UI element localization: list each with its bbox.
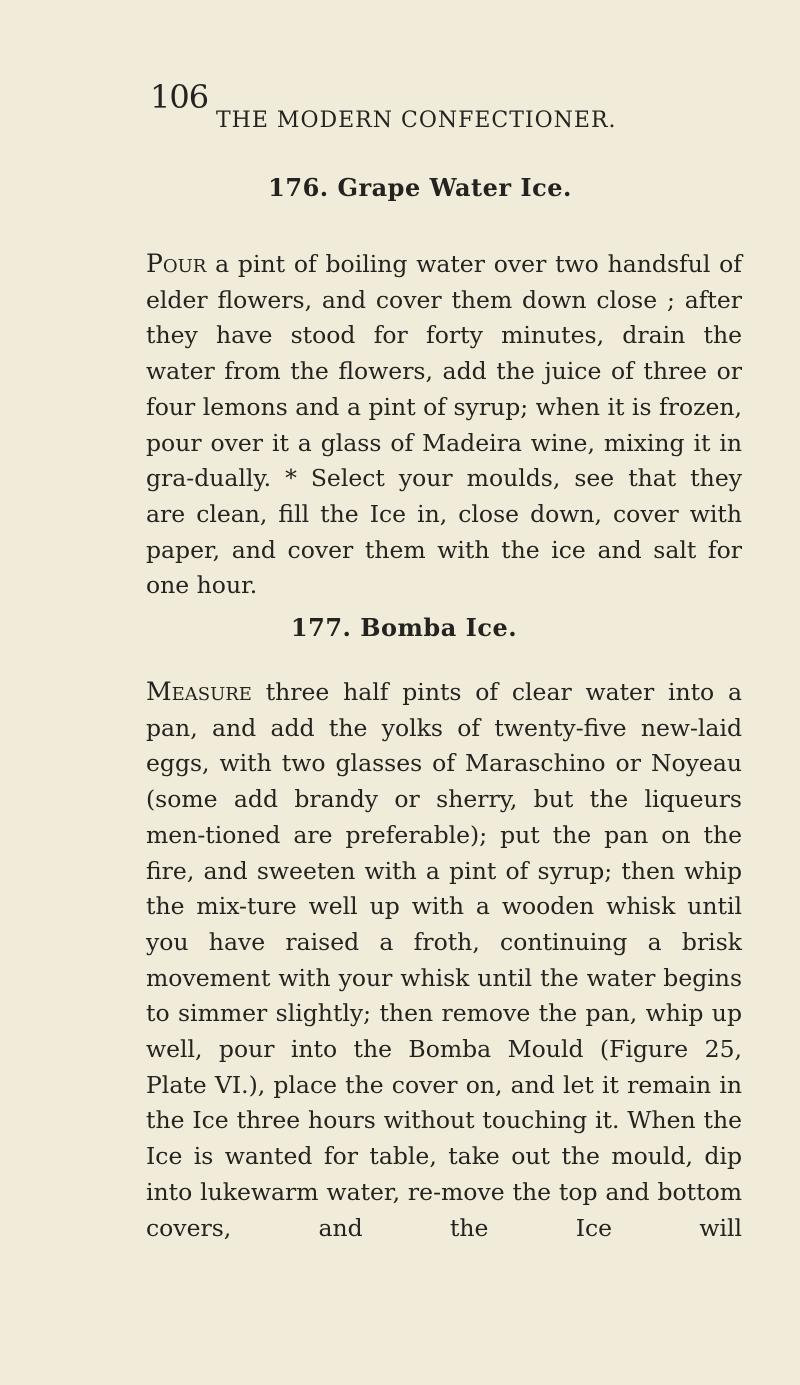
recipe-heading-176: 176. Grape Water Ice. bbox=[268, 173, 572, 202]
lead-word: Pour bbox=[146, 249, 207, 278]
recipe-body-177 bbox=[146, 674, 742, 1246]
recipe-heading-177: 177. Bomba Ice. bbox=[290, 613, 518, 642]
recipe-text: three half pints of clear water into a pan, and add the yolks of twenty-five new-laid eggs, with two glasses of Maraschino or Noyeau (some add brandy or sherry, but the liqueurs men-tioned are preferable); put the pan on the fire, and sweeten with a pint of syrup; then whip the mix-ture well up with a wooden whisk until you have raised a froth, continuing a brisk movement with your whisk until the water begins to simmer slightly; then remove the pan, whip up well, pour into the Bomba Mould (Figure 25, Plate VI.), place the cover on, and let it remain in the Ice three hours without touching it. When the Ice is wanted for table, take out the mould, dip into lukewarm water, re-move the top and bottom covers, and the Ice will bbox=[146, 678, 742, 1242]
page-number: 106 bbox=[150, 78, 209, 116]
recipe-text: a pint of boiling water over two handsful of elder flowers, and cover them down close ; after they have stood for forty minutes, drain the water from the flowers, add the juice of three or four lemons and a pint of syrup; when it is frozen, pour over it a glass of Madeira wine, mixing it in gra-dually. * Select your moulds, see that they are clean, fill the Ice in, close down, cover with paper, and cover them with the ice and salt for one hour. bbox=[146, 250, 742, 600]
lead-word: Measure bbox=[146, 677, 252, 706]
running-head: THE MODERN CONFECTIONER. bbox=[216, 108, 617, 133]
recipe-body-176 bbox=[146, 246, 742, 604]
